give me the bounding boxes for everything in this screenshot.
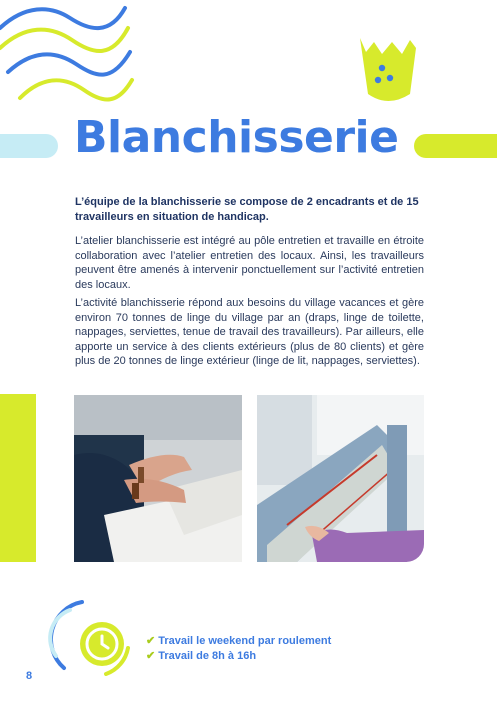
paragraph-2: L’activité blanchisserie répond aux besoins du village vacances et gère environ 70 tonnes de linge du village par an (draps, linge de toilette, nappages, serviettes, tenue de travail des travailleurs). Par ailleurs, elle apporte un service à des clients extérieurs (plus de 80 clients) et gère plus de 20 tonnes de linge extérieur (linge de lit, nappages, serviettes). bbox=[75, 297, 424, 368]
schedule-item-label: Travail de 8h à 16h bbox=[158, 649, 257, 662]
schedule-item-label: Travail le weekend par roulement bbox=[158, 635, 332, 647]
check-icon: ✔ bbox=[146, 649, 156, 662]
photo-ironing-press bbox=[257, 395, 424, 562]
side-accent-band bbox=[0, 394, 36, 562]
schedule-item bbox=[146, 649, 331, 664]
title-bar-left bbox=[0, 134, 58, 158]
wash-basin-icon bbox=[352, 16, 424, 108]
schedule-list bbox=[146, 634, 331, 663]
page-title: Blanchisserie bbox=[74, 112, 399, 163]
check-icon: ✔ bbox=[146, 635, 156, 647]
wave-decoration-icon bbox=[0, 0, 135, 110]
photo-folding-linen bbox=[74, 395, 242, 562]
title-bar-right bbox=[414, 134, 497, 158]
intro-text: L’équipe de la blanchisserie se compose de 2 encadrants et de 15 travailleurs en situation de handicap. bbox=[75, 196, 419, 223]
page-number: 8 bbox=[26, 670, 33, 682]
paragraph-1: L’atelier blanchisserie est intégré au pôle entretien et travaille en étroite collaboration avec l’atelier entretien des locaux. Ainsi, les travailleurs peuvent être amenés à intervenir ponctuellement sur l’activité entretien des locaux. bbox=[75, 235, 424, 291]
schedule-item bbox=[146, 634, 331, 649]
clock-icon bbox=[40, 596, 140, 676]
